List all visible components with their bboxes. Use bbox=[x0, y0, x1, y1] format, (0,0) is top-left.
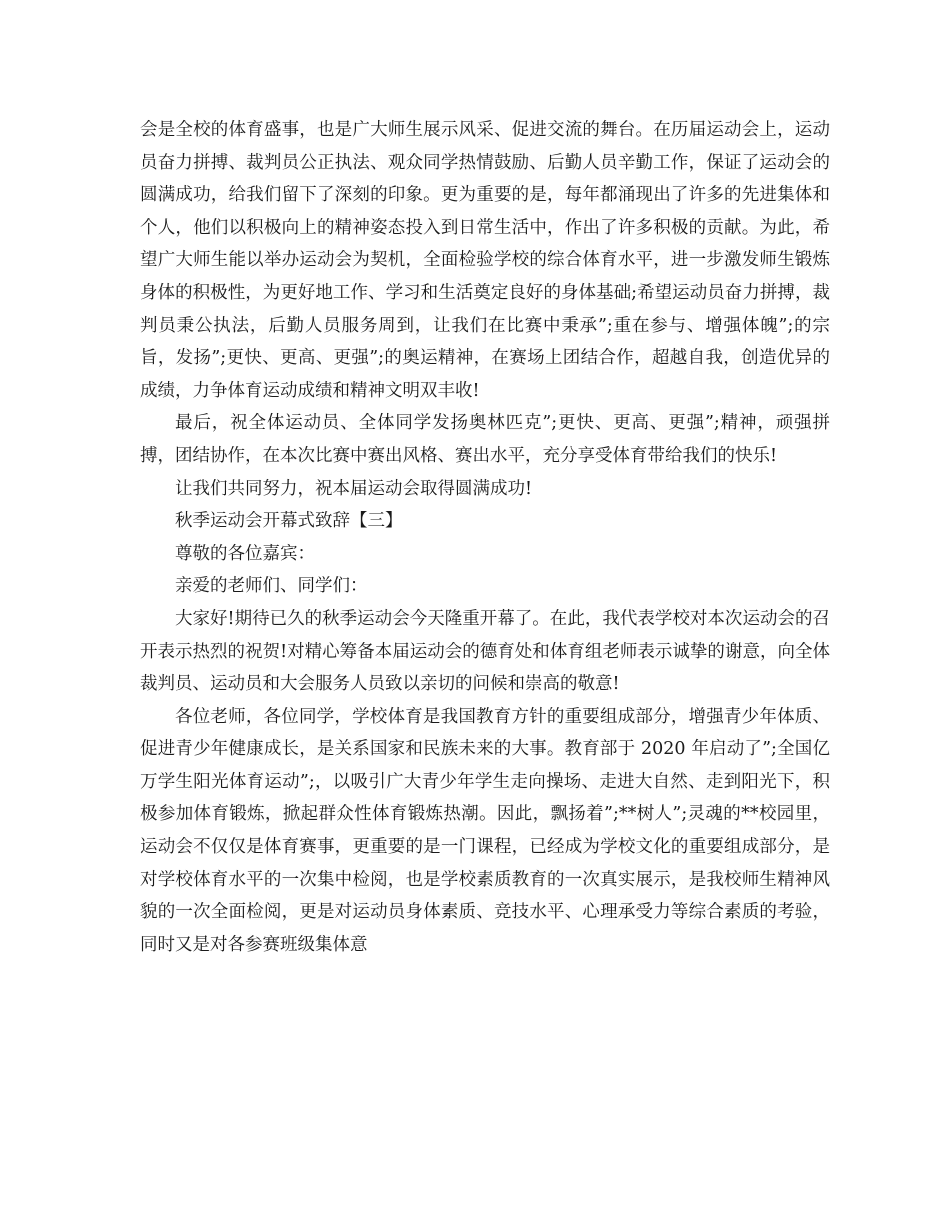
section-heading: 秋季运动会开幕式致辞【三】 bbox=[175, 511, 403, 532]
paragraph-body: 各位老师，各位同学，学校体育是我国教育方针的重要组成部分，增强青少年体质、促进青少年健康成长，是关系国家和民族未来的大事。教育部于 2020 年启动了”;全国亿万学生阳光体育运动”;，以吸引广大青少年学生走向操场、走进大自然、走到阳光下，积极参加体育锻炼，掀起群众性体育锻炼热潮。因此，飘扬着”;**树人”;灵魂的**校园里，运动会不仅仅是体育赛事，更重要的是一门课程，已经成为学校文化的重要组成部分，是对学校体育水平的一次集中检阅，也是学校素质教育的一次真实展示，是我校师生精神风貌的一次全面检阅，更是对运动员身体素质、竞技水平、心理承受力等综合素质的考验，同时又是对各参赛班级集体意 bbox=[140, 706, 830, 955]
paragraph-greeting: 大家好!期待已久的秋季运动会今天隆重开幕了。在此，我代表学校对本次运动会的召开表示热烈的祝贺!对精心筹备本届运动会的德育处和体育组老师表示诚挚的谢意，向全体裁判员、运动员和大会服务人员致以亲切的问候和崇高的敬意! bbox=[140, 608, 830, 695]
salutation-guests: 尊敬的各位嘉宾： bbox=[175, 543, 315, 564]
paragraph-3: 让我们共同努力，祝本届运动会取得圆满成功! bbox=[175, 478, 533, 499]
paragraph-2: 最后，祝全体运动员、全体同学发扬奥林匹克”;更快、更高、更强”;精神，顽强拼搏，团结协作，在本次比赛中赛出风格、赛出水平，充分享受体育带给我们的快乐! bbox=[140, 413, 830, 466]
document-body bbox=[140, 114, 830, 961]
salutation-teachers-students: 亲爱的老师们、同学们： bbox=[175, 576, 368, 597]
paragraph-1: 会是全校的体育盛事，也是广大师生展示风采、促进交流的舞台。在历届运动会上，运动员奋力拼搏、裁判员公正执法、观众同学热情鼓励、后勤人员辛勤工作，保证了运动会的圆满成功，给我们留下了深刻的印象。更为重要的是，每年都涌现出了许多的先进集体和个人，他们以积极向上的精神姿态投入到日常生活中，作出了许多积极的贡献。为此，希望广大师生能以举办运动会为契机，全面检验学校的综合体育水平，进一步激发师生锻炼身体的积极性，为更好地工作、学习和生活奠定良好的身体基础;希望运动员奋力拼搏，裁判员秉公执法，后勤人员服务周到，让我们在比赛中秉承”;重在参与、增强体魄”;的宗旨，发扬”;更快、更高、更强”;的奥运精神，在赛场上团结合作，超越自我，创造优异的成绩，力争体育运动成绩和精神文明双丰收! bbox=[140, 120, 830, 401]
